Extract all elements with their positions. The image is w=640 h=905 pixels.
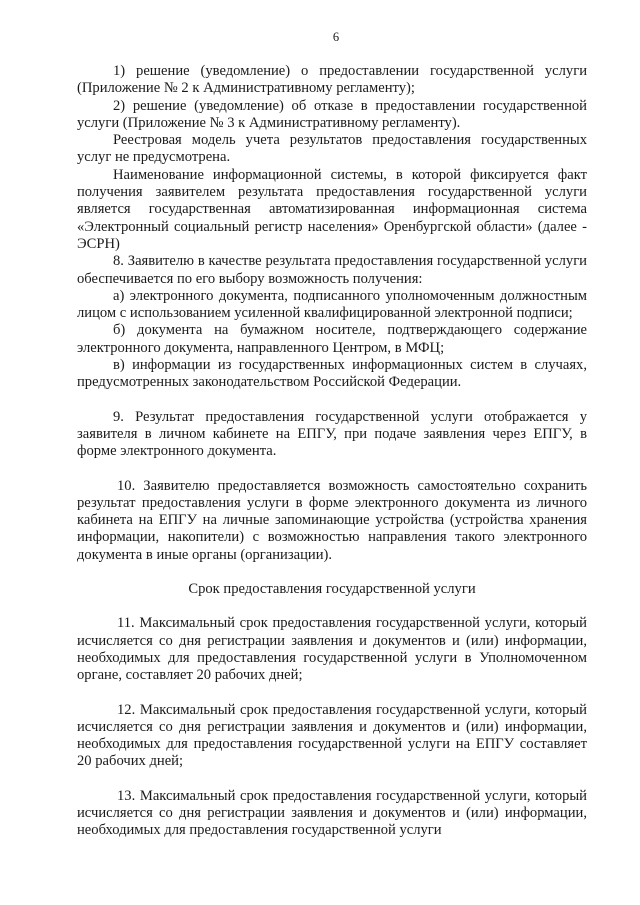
paragraph-information-system: Наименование информационной системы, в которой фиксируется факт получения заявителем результата предоставления государственной услуги является государственная автоматизированная информационная система «Электронный социальный регистр населения» Оренбургской области» (далее - ЭСРН) bbox=[77, 166, 587, 252]
paragraph-item-10: 10. Заявителю предоставляется возможность самостоятельно сохранить результат предоставления услуги в форме электронного документа из личного кабинета на ЕПГУ на личные запоминающие устройства (устройства хранения информации, накопители) с возможностью направления такого электронного документа в иные органы (организации). bbox=[77, 477, 587, 563]
paragraph-item-8c: в) информации из государственных информационных систем в случаях, предусмотренных законодательством Российской Федерации. bbox=[77, 357, 587, 391]
paragraph-item-8a: а) электронного документа, подписанного уполномоченным должностным лицом с использованием усиленной квалифицированной электронной подписи; bbox=[77, 287, 587, 322]
paragraph-item-8b: б) документа на бумажном носителе, подтверждающего содержание электронного документа, направленного Центром, в МФЦ; bbox=[77, 322, 587, 356]
paragraph-item-13: 13. Максимальный срок предоставления государственной услуги, который исчисляется со дня регистрации заявления и документов и (или) информации, необходимых для предоставления государственной услуги bbox=[77, 787, 587, 839]
paragraph-item-9: 9. Результат предоставления государственной услуги отображается у заявителя в личном кабинете на ЕПГУ, при подаче заявления через ЕПГУ, в форме электронного документа. bbox=[77, 408, 587, 460]
paragraph-decision-granted: 1) решение (уведомление) о предоставлении государственной услуги (Приложение № 2 к Административному регламенту); bbox=[77, 63, 587, 97]
paragraph-decision-refusal: 2) решение (уведомление) об отказе в предоставлении государственной услуги (Приложение № 3 к Административному регламенту). bbox=[77, 97, 587, 131]
paragraph-registry-model: Реестровая модель учета результатов предоставления государственных услуг не предусмотрена. bbox=[77, 132, 587, 166]
paragraph-item-8: 8. Заявителю в качестве результата предоставления государственной услуги обеспечивается по его выбору возможность получения: bbox=[77, 253, 587, 287]
paragraph-item-12: 12. Максимальный срок предоставления государственной услуги, который исчисляется со дня регистрации заявления и документов и (или) информации, необходимых для предоставления государственной услуги на ЕПГУ составляет 20 рабочих дней; bbox=[77, 701, 587, 770]
page-number: 6 bbox=[332, 30, 340, 44]
paragraph-item-11: 11. Максимальный срок предоставления государственной услуги, который исчисляется со дня регистрации заявления и документов и (или) информации, необходимых для предоставления государственной услуги в Уполномоченном органе, составляет 20 рабочих дней; bbox=[77, 615, 587, 684]
section-heading: Срок предоставления государственной услуги bbox=[188, 581, 476, 598]
